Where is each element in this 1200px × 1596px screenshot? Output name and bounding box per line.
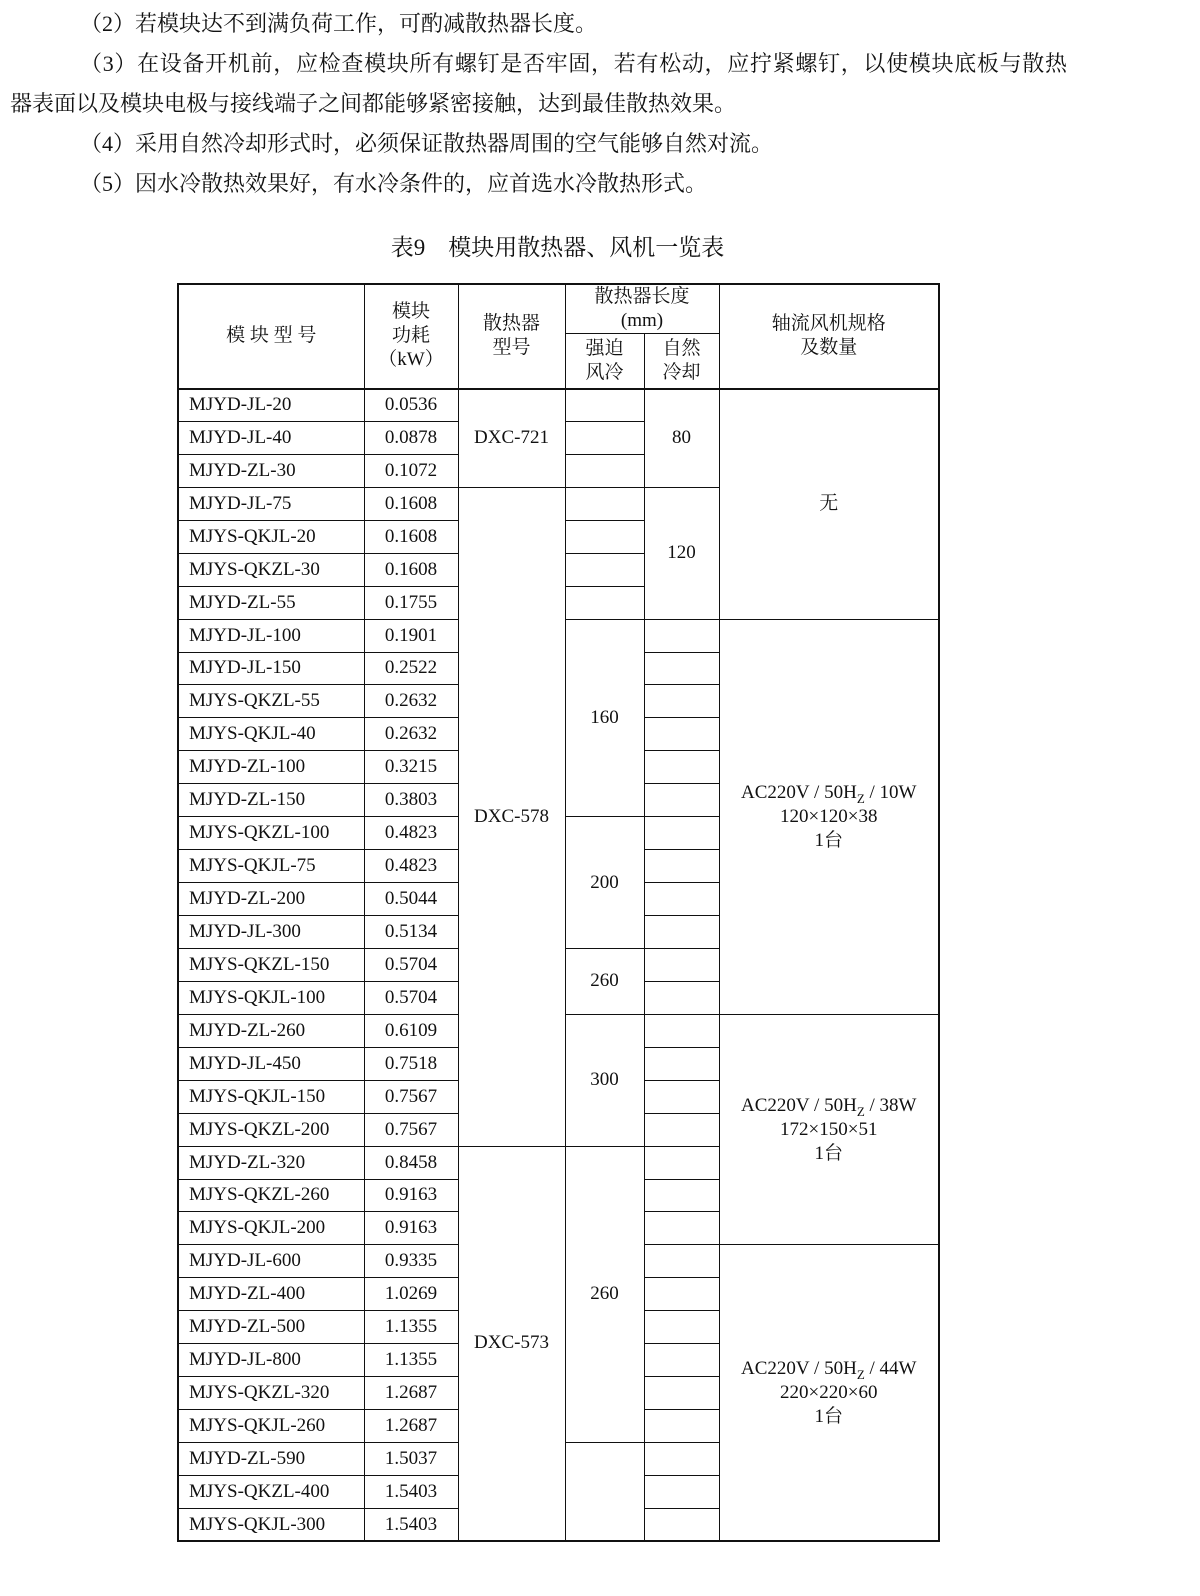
cell-module-model: MJYS-QKJL-75 (178, 850, 364, 883)
cell-module-power: 0.5704 (364, 981, 458, 1014)
cell-module-power: 0.2632 (364, 718, 458, 751)
cell-natural-cooling-length (644, 1146, 719, 1179)
cell-module-model: MJYD-ZL-30 (178, 454, 364, 487)
cell-natural-cooling-length (644, 718, 719, 751)
cell-natural-cooling-length (644, 1508, 719, 1541)
cell-natural-cooling-length (644, 685, 719, 718)
cell-forced-air-length (565, 454, 644, 487)
cell-module-power: 0.1608 (364, 520, 458, 553)
cell-natural-cooling-length (644, 1278, 719, 1311)
cell-module-power: 0.9163 (364, 1212, 458, 1245)
cell-natural-cooling-length (644, 948, 719, 981)
cell-module-power: 0.0878 (364, 421, 458, 454)
col-header-fan-spec: 轴流风机规格 及数量 (719, 284, 939, 389)
cell-module-power: 1.5403 (364, 1508, 458, 1541)
cell-module-power: 0.3215 (364, 751, 458, 784)
cell-module-model: MJYD-ZL-100 (178, 751, 364, 784)
cell-module-model: MJYD-ZL-500 (178, 1311, 364, 1344)
cell-natural-cooling-length: 120 (644, 487, 719, 619)
header-row (178, 284, 939, 334)
cell-natural-cooling-length (644, 652, 719, 685)
cell-forced-air-length (565, 553, 644, 586)
cell-module-power: 0.9335 (364, 1245, 458, 1278)
cell-module-model: MJYD-ZL-150 (178, 784, 364, 817)
cell-module-model: MJYD-ZL-400 (178, 1278, 364, 1311)
cell-module-power: 0.5044 (364, 883, 458, 916)
cell-module-power: 0.8458 (364, 1146, 458, 1179)
col-header-module-model: 模 块 型 号 (178, 284, 364, 389)
cell-module-model: MJYD-JL-75 (178, 487, 364, 520)
cell-module-model: MJYD-ZL-320 (178, 1146, 364, 1179)
cell-module-model: MJYD-JL-150 (178, 652, 364, 685)
cell-module-model: MJYD-JL-450 (178, 1047, 364, 1080)
col-header-cooler-model: 散热器 型号 (458, 284, 565, 389)
cell-module-model: MJYS-QKZL-150 (178, 948, 364, 981)
cell-forced-air-length (565, 389, 644, 422)
paragraph-line: （4）采用自然冷却形式时，必须保证散热器周围的空气能够自然对流。 (80, 131, 774, 156)
cell-module-model: MJYS-QKJL-200 (178, 1212, 364, 1245)
cell-module-power: 1.5037 (364, 1443, 458, 1476)
cell-module-model: MJYD-JL-300 (178, 916, 364, 949)
paragraphs (10, 4, 1067, 204)
cell-module-model: MJYD-ZL-590 (178, 1443, 364, 1476)
table-header (178, 284, 939, 389)
cell-forced-air-length (565, 1443, 644, 1542)
cell-natural-cooling-length (644, 916, 719, 949)
cell-natural-cooling-length (644, 1245, 719, 1278)
cell-module-power: 0.9163 (364, 1179, 458, 1212)
cell-module-power: 0.1608 (364, 487, 458, 520)
cell-natural-cooling-length (644, 981, 719, 1014)
cell-module-model: MJYS-QKZL-260 (178, 1179, 364, 1212)
cell-natural-cooling-length (644, 1311, 719, 1344)
cell-module-power: 0.1901 (364, 619, 458, 652)
cell-module-model: MJYS-QKZL-320 (178, 1377, 364, 1410)
cell-module-power: 1.5403 (364, 1475, 458, 1508)
cell-natural-cooling-length (644, 1047, 719, 1080)
cell-fan-spec: $AC220V / 50H_Z / 38W$ 172×150×51 1台 (719, 1014, 939, 1245)
cell-fan-spec: $AC220V / 50H_Z / 44W$ 220×220×60 1台 (719, 1245, 939, 1541)
cell-natural-cooling-length (644, 1080, 719, 1113)
cell-module-model: MJYS-QKZL-100 (178, 817, 364, 850)
cell-module-power: 0.1755 (364, 586, 458, 619)
cell-module-model: MJYS-QKJL-40 (178, 718, 364, 751)
cell-forced-air-length (565, 421, 644, 454)
cell-module-power: 1.1355 (364, 1344, 458, 1377)
cell-natural-cooling-length (644, 1475, 719, 1508)
cell-cooler-model: DXC-721 (458, 389, 565, 488)
paragraph-line: （2）若模块达不到满负荷工作，可酌减散热器长度。 (80, 11, 598, 36)
cell-module-model: MJYD-ZL-200 (178, 883, 364, 916)
cell-module-model: MJYD-ZL-260 (178, 1014, 364, 1047)
table-body (178, 389, 939, 1542)
cell-module-model: MJYS-QKJL-260 (178, 1410, 364, 1443)
cell-module-power: 0.2632 (364, 685, 458, 718)
cell-forced-air-length: 260 (565, 1146, 644, 1442)
cell-module-power: 0.4823 (364, 817, 458, 850)
cell-natural-cooling-length (644, 1410, 719, 1443)
cell-natural-cooling-length (644, 784, 719, 817)
cell-natural-cooling-length (644, 883, 719, 916)
cell-module-model: MJYD-JL-100 (178, 619, 364, 652)
cell-forced-air-length (565, 487, 644, 520)
cell-module-model: MJYS-QKJL-20 (178, 520, 364, 553)
cell-cooler-model: DXC-573 (458, 1146, 565, 1541)
cell-module-power: 1.2687 (364, 1377, 458, 1410)
cell-module-power: 0.1608 (364, 553, 458, 586)
table-row (178, 389, 939, 422)
cell-module-model: MJYS-QKJL-100 (178, 981, 364, 1014)
cell-forced-air-length (565, 586, 644, 619)
cell-module-model: MJYS-QKJL-150 (178, 1080, 364, 1113)
cell-module-model: MJYD-JL-600 (178, 1245, 364, 1278)
cell-natural-cooling-length (644, 1344, 719, 1377)
paragraph-line: （5）因水冷散热效果好，有水冷条件的，应首选水冷散热形式。 (80, 171, 708, 196)
cell-fan-spec: 无 (719, 389, 939, 620)
cell-natural-cooling-length (644, 817, 719, 850)
cell-module-model: MJYD-ZL-55 (178, 586, 364, 619)
cell-natural-cooling-length (644, 751, 719, 784)
cell-natural-cooling-length (644, 1212, 719, 1245)
cell-natural-cooling-length (644, 1443, 719, 1476)
cell-module-power: 0.6109 (364, 1014, 458, 1047)
cell-module-power: 0.2522 (364, 652, 458, 685)
cell-module-model: MJYS-QKZL-200 (178, 1113, 364, 1146)
cell-module-power: 0.7567 (364, 1113, 458, 1146)
cell-natural-cooling-length: 80 (644, 389, 719, 488)
col-header-natural-cooling: 自然 冷却 (644, 334, 719, 389)
cell-forced-air-length (565, 520, 644, 553)
cell-forced-air-length: 260 (565, 948, 644, 1014)
cell-forced-air-length: 160 (565, 619, 644, 817)
cell-natural-cooling-length (644, 850, 719, 883)
cell-module-power: 0.5134 (364, 916, 458, 949)
paragraph-line: （3）在设备开机前，应检查模块所有螺钉是否牢固，若有松动，应拧紧螺钉，以使模块底板与散热 (80, 51, 1067, 76)
cell-natural-cooling-length (644, 1014, 719, 1047)
cell-module-model: MJYD-JL-800 (178, 1344, 364, 1377)
cell-module-model: MJYS-QKZL-30 (178, 553, 364, 586)
cell-module-power: 0.7567 (364, 1080, 458, 1113)
module-cooler-fan-table (177, 283, 940, 1542)
cell-module-power: 0.5704 (364, 948, 458, 981)
paragraph-line: 器表面以及模块电极与接线端子之间都能够紧密接触，达到最佳散热效果。 (10, 91, 737, 116)
cell-module-power: 1.0269 (364, 1278, 458, 1311)
cell-module-model: MJYD-JL-20 (178, 389, 364, 422)
cell-natural-cooling-length (644, 1377, 719, 1410)
col-header-forced-air: 强迫 风冷 (565, 334, 644, 389)
cell-forced-air-length: 300 (565, 1014, 644, 1146)
cell-natural-cooling-length (644, 619, 719, 652)
cell-forced-air-length: 200 (565, 817, 644, 949)
cell-module-power: 1.1355 (364, 1311, 458, 1344)
cell-fan-spec: $AC220V / 50H_Z / 10W$ 120×120×38 1台 (719, 619, 939, 1014)
table-title: 表9 模块用散热器、风机一览表 (390, 235, 725, 260)
cell-module-model: MJYS-QKZL-400 (178, 1475, 364, 1508)
cell-module-power: 1.2687 (364, 1410, 458, 1443)
col-header-cooler-length: 散热器长度 (mm) (565, 284, 719, 334)
cell-natural-cooling-length (644, 1179, 719, 1212)
col-header-module-power: 模块 功耗 （kW） (364, 284, 458, 389)
cell-module-power: 0.7518 (364, 1047, 458, 1080)
cell-cooler-model: DXC-578 (458, 487, 565, 1146)
cell-module-power: 0.1072 (364, 454, 458, 487)
cell-module-model: MJYD-JL-40 (178, 421, 364, 454)
cell-module-model: MJYS-QKJL-300 (178, 1508, 364, 1541)
cell-natural-cooling-length (644, 1113, 719, 1146)
cell-module-power: 0.3803 (364, 784, 458, 817)
cell-module-power: 0.4823 (364, 850, 458, 883)
cell-module-power: 0.0536 (364, 389, 458, 422)
cell-module-model: MJYS-QKZL-55 (178, 685, 364, 718)
